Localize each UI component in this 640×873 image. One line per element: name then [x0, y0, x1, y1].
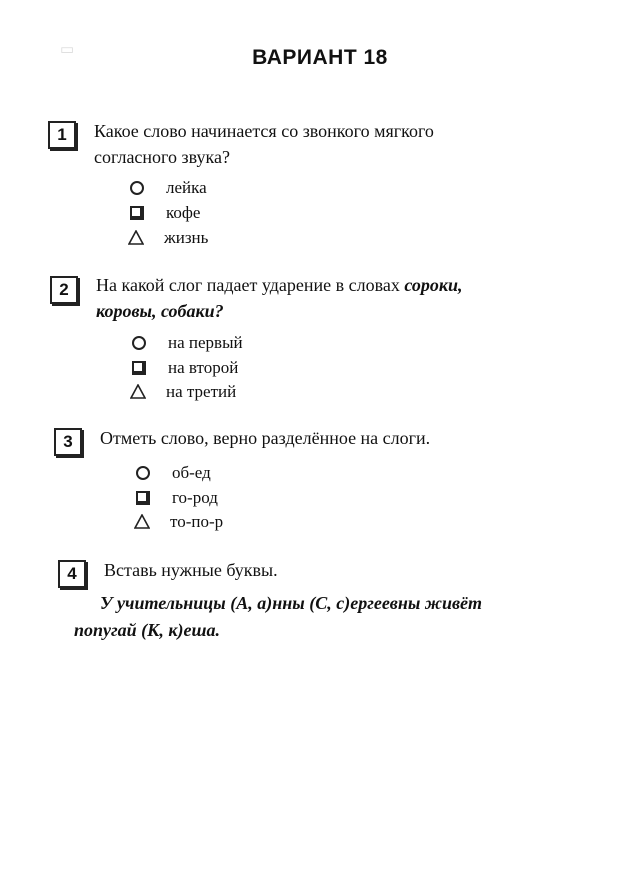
circle-icon: [130, 181, 144, 195]
circle-icon: [136, 466, 150, 480]
option-label: на третий: [166, 382, 237, 401]
question-2-number: 2: [50, 276, 78, 304]
question-2-text: [96, 272, 463, 324]
question-3-text: [100, 425, 430, 451]
question-3-option-b[interactable]: [134, 488, 218, 508]
question-1-number: 1: [48, 121, 76, 149]
question-4-number: 4: [58, 560, 86, 588]
triangle-icon: [134, 514, 150, 530]
option-label: об-ед: [172, 463, 211, 482]
square-icon: [132, 361, 146, 375]
triangle-icon: [128, 230, 144, 246]
circle-icon: [132, 336, 146, 350]
question-2-option-c[interactable]: [130, 382, 236, 402]
question-3-number: 3: [54, 428, 82, 456]
question-2-line-1: На какой слог падает ударение в словах: [96, 275, 405, 295]
option-label: жизнь: [164, 228, 209, 247]
question-4-line-1: Вставь нужные буквы.: [104, 560, 278, 580]
triangle-icon: [130, 384, 146, 400]
question-3-line-1: Отметь слово, верно разделённое на слоги.: [100, 428, 431, 448]
option-label: кофе: [166, 203, 201, 222]
question-4-text: [104, 557, 278, 583]
option-label: лейка: [166, 178, 207, 197]
question-3-option-c[interactable]: [134, 512, 223, 532]
question-1-line-1: Какое слово начинается со звонкого мягкого: [94, 121, 434, 141]
task-line-2: попугай (К, к)еша.: [74, 620, 220, 640]
question-2-option-b[interactable]: [130, 358, 238, 378]
question-2-words-1: сороки,: [404, 275, 463, 295]
option-label: на второй: [168, 358, 239, 377]
page-title: ВАРИАНТ 18: [252, 46, 388, 69]
task-line-1: У учительницы (А, а)нны (С, с)ергеевны живёт: [100, 593, 483, 613]
question-2-option-a[interactable]: [130, 333, 243, 353]
option-label: го-род: [172, 488, 218, 507]
square-icon: [130, 206, 144, 220]
question-1-text: [94, 118, 434, 170]
bleed-through: ▭: [60, 42, 75, 58]
question-1-option-b[interactable]: [128, 203, 200, 223]
question-3-option-a[interactable]: [134, 463, 211, 483]
question-4-task: [74, 590, 614, 644]
square-icon: [136, 491, 150, 505]
question-1-line-2: согласного звука?: [94, 147, 230, 167]
question-2-words-2: коровы, собаки?: [96, 301, 224, 321]
question-1-option-a[interactable]: [128, 178, 207, 198]
option-label: на первый: [168, 333, 243, 352]
question-1-option-c[interactable]: [128, 228, 208, 248]
option-label: то-по-р: [170, 512, 224, 531]
